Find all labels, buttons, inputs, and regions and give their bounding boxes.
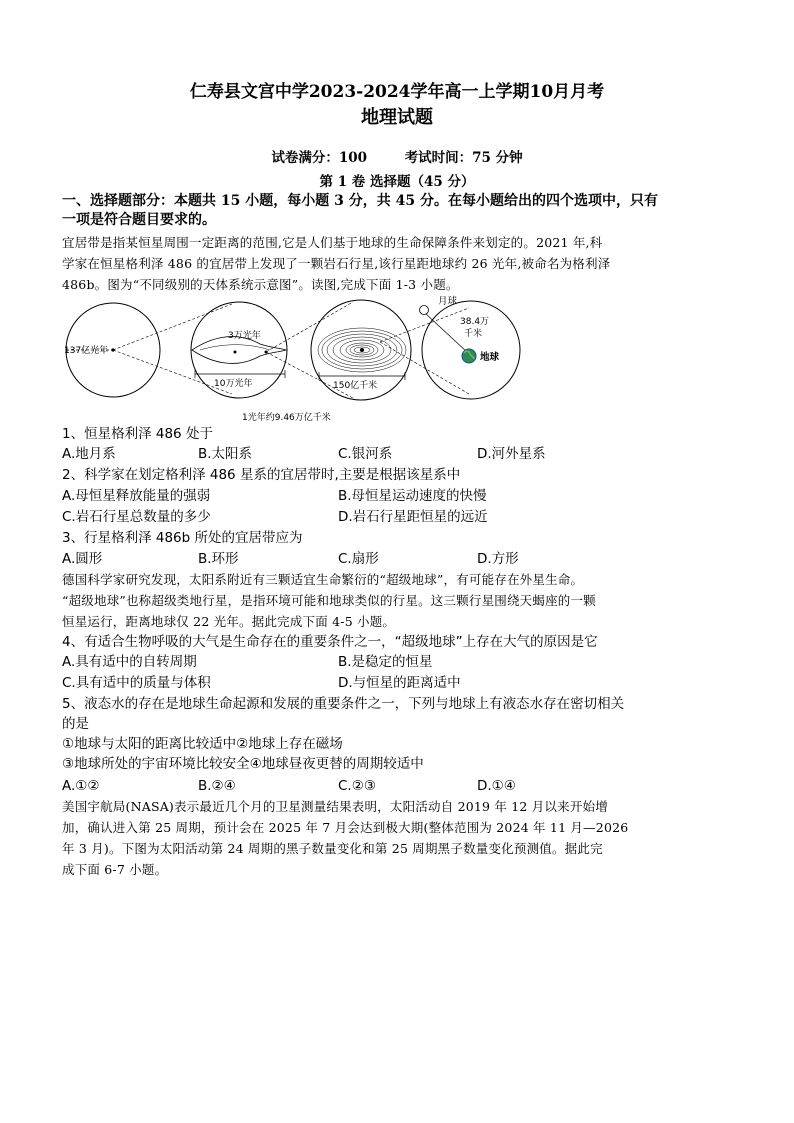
label-earth: 地球 (480, 352, 500, 363)
q4-option-d: D.与恒星的距离适中 (338, 675, 461, 691)
q3-option-d: D.方形 (477, 551, 519, 567)
passage-3 (62, 796, 734, 880)
question-5 (62, 694, 734, 774)
q2-option-c: C.岩石行星总数量的多少 (62, 509, 211, 525)
question-5-stem-1: 5、液态水的存在是地球生命起源和发展的重要条件之一，下列与地球上有液态水存在密切相关 (62, 696, 625, 712)
passage-1-line-3: 486b。图为“不同级别的天体系统示意图”。读图,完成下面 1-3 小题。 (62, 277, 459, 292)
q5-option-d: D.①④ (477, 778, 516, 794)
figure-caption: 1光年约9.46万亿千米 (242, 413, 331, 423)
celestial-systems-figure (60, 290, 560, 426)
passage-3-line-2: 加，确认进入第 25 周期，预计会在 2025 年 7 月会达到极大期(整体范围为 2024 年 11 月—2026 (62, 820, 629, 835)
moon-icon (420, 306, 429, 315)
passage-2-line-1: 德国科学家研究发现，太阳系附近有三颗适宜生命繁衍的“超级地球”，有可能存在外星生命。 (62, 572, 584, 587)
q4-option-a: A.具有适中的自转周期 (62, 654, 197, 670)
q5-option-c: C.②③ (338, 778, 376, 794)
question-5-items-2: ③地球所处的宇宙环境比较安全④地球昼夜更替的周期较适中 (62, 756, 424, 772)
q1-option-b: B.太阳系 (198, 446, 253, 462)
label-150: 150亿千米 (333, 381, 378, 391)
q3-option-a: A.圆形 (62, 551, 103, 567)
question-1-stem: 1、恒星格利泽 486 处于 (62, 426, 213, 442)
question-5-items-1: ①地球与太阳的距离比较适中②地球上存在磁场 (62, 736, 343, 752)
q2-option-b: B.母恒星运动速度的快慢 (338, 488, 487, 504)
passage-2-line-3: 恒星运行，距离地球仅 22 光年。据此完成下面 4-5 小题。 (62, 614, 396, 629)
exam-subtitle: 地理试题 (361, 107, 433, 128)
passage-1 (62, 232, 734, 295)
q3-option-c: C.扇形 (338, 551, 379, 567)
label-dist-1: 38.4万 (460, 317, 490, 327)
q1-option-a: A.地月系 (62, 446, 116, 462)
passage-3-line-1: 美国宇航局(NASA)表示最近几个月的卫星测量结果表明，太阳活动自 2019 年 12 月以来开始增 (62, 799, 608, 814)
label-3w: 3万光年 (228, 331, 261, 341)
question-2-stem: 2、科学家在划定格利泽 486 星系的宜居带时,主要是根据该星系中 (62, 467, 461, 483)
exam-title: 仁寿县文宫中学2023-2024学年高一上学期10月月考 (189, 82, 605, 102)
q3-option-b: B.环形 (198, 551, 239, 567)
sun-dot (360, 348, 364, 352)
section-instructions (62, 192, 732, 230)
label-10w: 10万光年 (214, 379, 253, 389)
full-score: 试卷满分：100 (271, 150, 368, 166)
q1-option-d: D.河外星系 (477, 446, 546, 462)
q5-option-a: A.①② (62, 778, 100, 794)
section-line-2: 一项是符合题目要求的。 (62, 212, 216, 228)
exam-info (0, 146, 794, 166)
question-4-stem: 4、有适合生物呼吸的大气是生命存在的重要条件之一，“超级地球”上存在大气的原因是它 (62, 634, 598, 650)
earth-icon (462, 349, 476, 363)
passage-2 (62, 569, 734, 632)
label-moon: 月球 (438, 296, 458, 307)
exam-time: 考试时间：75 分钟 (404, 150, 523, 166)
passage-3-line-3: 年 3 月)。下图为太阳活动第 24 周期的黑子数量变化和第 25 周期黑子数量变化预测值。据此完 (62, 841, 603, 856)
volume-heading: 第 1 卷 选择题（45 分） (319, 174, 475, 190)
q2-option-d: D.岩石行星距恒星的远近 (338, 509, 488, 525)
question-3-stem: 3、行星格利泽 486b 所处的宜居带应为 (62, 530, 303, 546)
section-line-1: 一、选择题部分：本题共 15 小题，每小题 3 分，共 45 分。在每小题给出的四个选项中，只有 (62, 193, 658, 209)
passage-1-line-2: 学家在恒星格利泽 486 的宜居带上发现了一颗岩石行星,该行星距地球约 26 光年,被命名为格利泽 (62, 256, 611, 271)
q5-option-b: B.②④ (198, 778, 236, 794)
passage-3-line-4: 成下面 6-7 小题。 (62, 862, 168, 877)
passage-1-line-1: 宜居带是指某恒星周围一定距离的范围,它是人们基于地球的生命保障条件来划定的。2021 年,科 (62, 235, 603, 250)
question-5-stem-2: 的是 (62, 716, 89, 732)
q4-option-c: C.具有适中的质量与体积 (62, 675, 211, 691)
question-1 (62, 424, 734, 444)
passage-2-line-2: “超级地球”也称超级类地行星，是指环境可能和地球类似的行星。这三颗行星围绕天蝎座的一颗 (62, 593, 596, 608)
q2-option-a: A.母恒星释放能量的强弱 (62, 488, 211, 504)
label-137: 137亿光年 (64, 346, 109, 356)
q1-option-c: C.银河系 (338, 446, 393, 462)
label-dist-2: 千米 (464, 329, 483, 339)
q4-option-b: B.是稳定的恒星 (338, 654, 433, 670)
